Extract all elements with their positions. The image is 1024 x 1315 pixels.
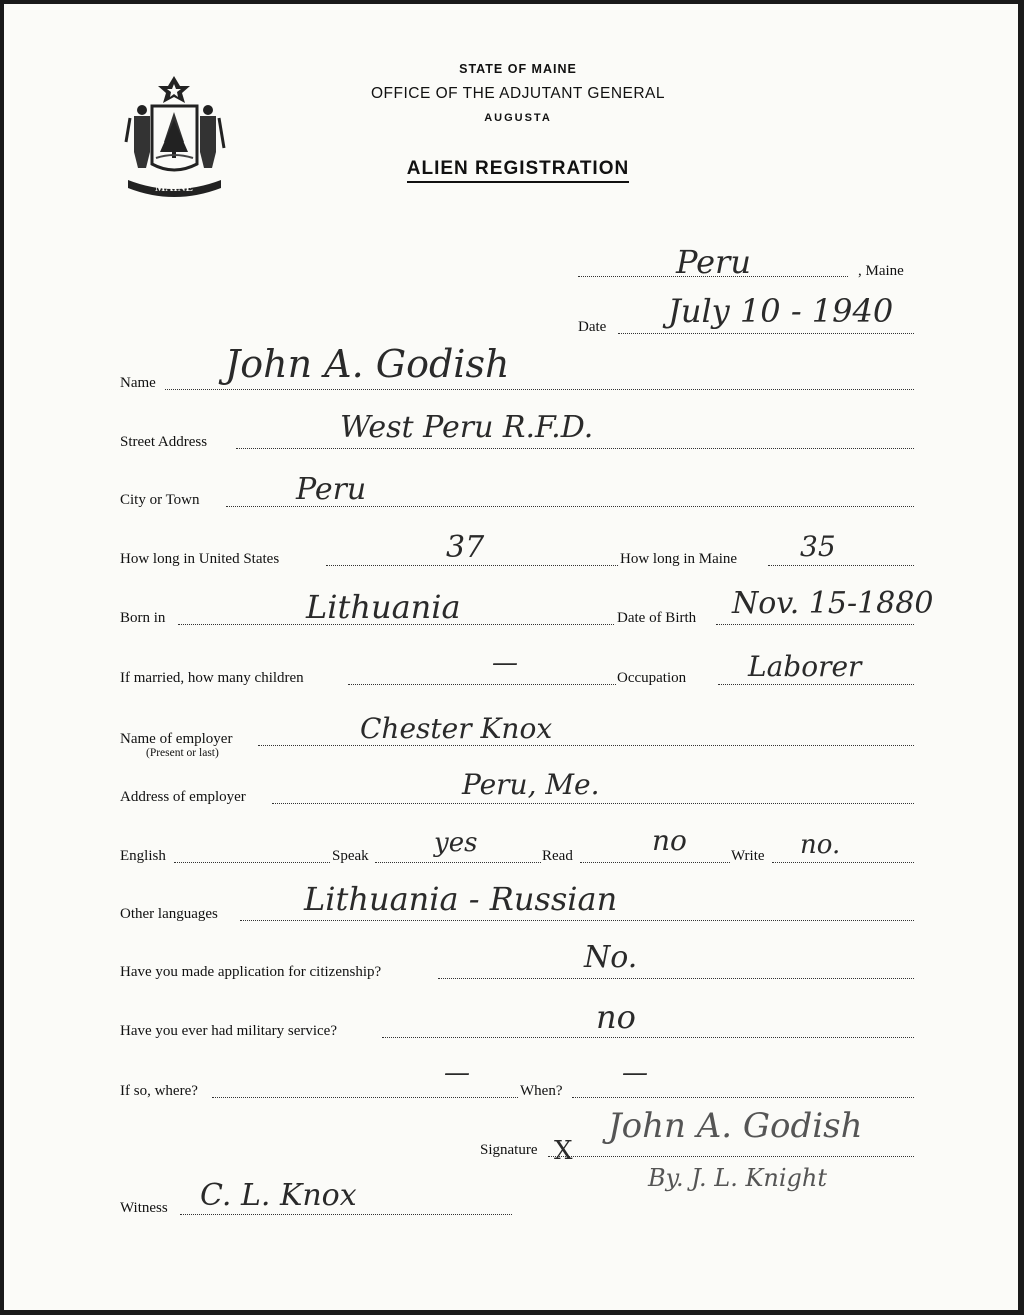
how-long-maine-label: How long in Maine [620,551,738,567]
occupation-value: Laborer [748,650,862,683]
employer-note: (Present or last) [146,747,219,759]
how-long-us-line [326,565,618,566]
how-long-maine-value: 35 [800,530,836,563]
street-line [236,448,914,449]
employer-address-line [272,803,914,804]
how-long-us-value: 37 [446,530,485,565]
military-label: Have you ever had military service? [120,1023,337,1039]
children-label: If married, how many children [120,670,304,686]
occupation-label: Occupation [617,670,687,686]
citizenship-value: No. [584,940,638,975]
street-label: Street Address [120,434,208,450]
write-line [772,862,914,863]
how-long-maine-line [768,565,914,566]
signature-value: John A. Godish [608,1106,863,1146]
witness-value: C. L. Knox [200,1178,357,1213]
speak-label: Speak [332,848,369,864]
signature-by: By. J. L. Knight [648,1164,828,1192]
read-line [580,862,730,863]
witness-line [180,1214,512,1215]
occupation-line [718,684,914,685]
date-of-birth-label: Date of Birth [617,610,697,626]
date-of-birth-value: Nov. 15-1880 [732,586,934,621]
name-line [165,389,914,390]
citizenship-label: Have you made application for citizenship? [120,964,382,980]
header-city: AUGUSTA [484,112,552,124]
svg-text:MAINE: MAINE [155,182,193,194]
maine-label: , Maine [858,263,904,279]
speak-line [375,862,541,863]
write-value: no. [800,830,841,860]
when-line [572,1097,914,1098]
where-line [212,1097,518,1098]
header-state: STATE OF MAINE [459,62,577,76]
date-of-birth-line [716,624,914,625]
employer-address-value: Peru, Me. [462,768,600,801]
children-value: — [492,648,518,678]
name-label: Name [120,375,156,391]
date-label: Date [578,319,607,335]
citizenship-line [438,978,914,979]
where-value: — [444,1058,470,1088]
witness-label: Witness [120,1200,168,1216]
other-languages-label: Other languages [120,906,218,922]
when-value: — [622,1058,648,1088]
city-label: City or Town [120,492,200,508]
born-in-label: Born in [120,610,166,626]
english-line [174,862,330,863]
read-value: no [652,824,687,857]
date-value: July 10 - 1940 [668,292,894,330]
other-languages-value: Lithuania - Russian [304,880,618,918]
when-label: When? [520,1083,563,1099]
signature-line [548,1156,914,1157]
read-label: Read [542,848,573,864]
signature-mark: X [554,1136,573,1166]
military-value: no [596,998,636,1036]
speak-value: yes [434,828,478,858]
where-label: If so, where? [120,1083,198,1099]
other-languages-line [240,920,914,921]
town-value: Peru [676,243,751,281]
english-label: English [120,848,166,864]
employer-label: Name of employer [120,731,233,747]
form-title: ALIEN REGISTRATION [6,158,1024,180]
name-value: John A. Godish [225,342,510,386]
children-line [348,684,616,685]
employer-value: Chester Knox [360,712,553,745]
header-office: OFFICE OF THE ADJUTANT GENERAL [370,85,666,102]
city-value: Peru [296,472,367,507]
street-value: West Peru R.F.D. [340,410,594,445]
employer-address-label: Address of employer [120,789,246,805]
employer-line [258,745,914,746]
how-long-us-label: How long in United States [120,551,280,567]
military-line [382,1037,914,1038]
date-line [618,333,914,334]
born-in-value: Lithuania [306,588,461,626]
write-label: Write [731,848,765,864]
signature-label: Signature [480,1142,538,1158]
